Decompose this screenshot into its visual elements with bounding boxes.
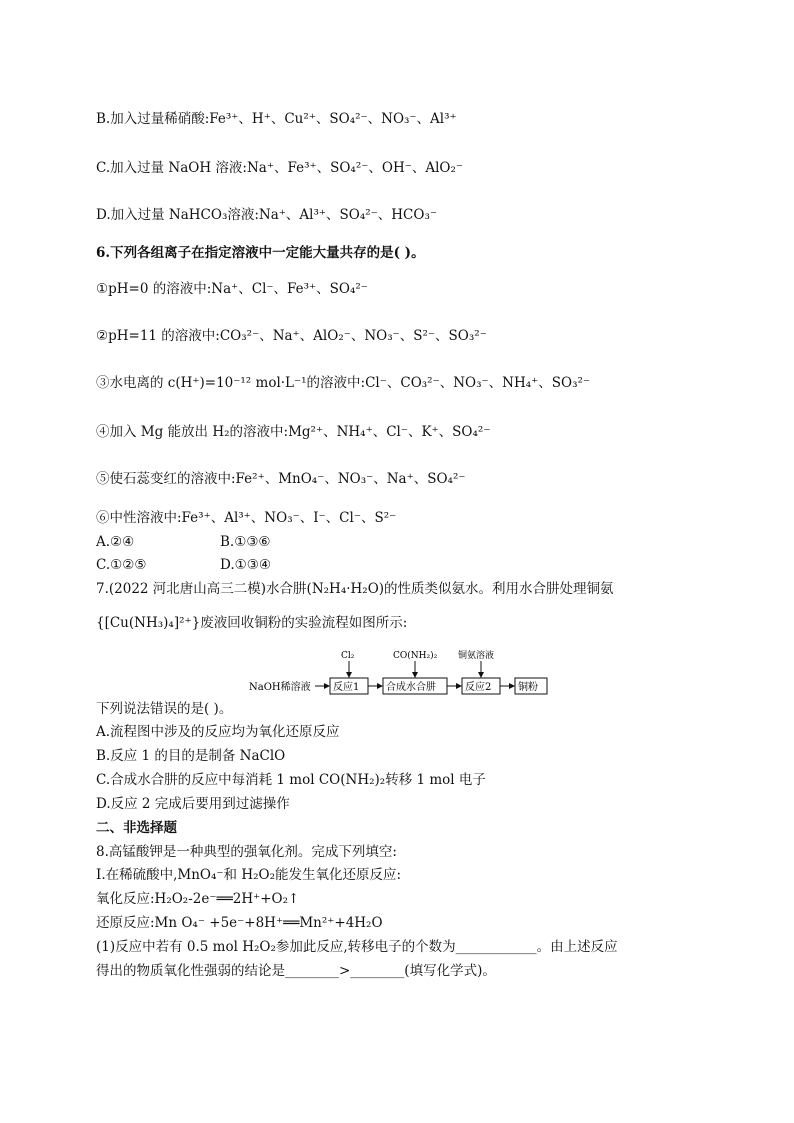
- q7-option-c: C.合成水合肼的反应中每消耗 1 mol CO(NH₂)₂转移 1 mol 电子: [96, 772, 486, 788]
- q5-option-d: D.加入过量 NaHCO₃溶液:Na⁺、Al³⁺、SO₄²⁻、HCO₃⁻: [96, 207, 437, 223]
- flow-box-4-label: 铜粉: [518, 682, 538, 693]
- q8-stem: 8.高锰酸钾是一种典型的强氧化剂。完成下列填空:: [96, 844, 397, 860]
- q7-ask: 下列说法错误的是( )。: [96, 701, 233, 717]
- q6-option-d: D.①③④: [220, 557, 271, 573]
- q5-option-c: C.加入过量 NaOH 溶液:Na⁺、Fe³⁺、SO₄²⁻、OH⁻、AlO₂⁻: [96, 160, 464, 176]
- flow-input-1: Cl₂: [341, 651, 355, 661]
- q6-option-c: C.①②⑤: [96, 557, 147, 573]
- q7-stem-2: {[Cu(NH₃)₄]²⁺}废液回收铜粉的实验流程如图所示:: [96, 615, 408, 631]
- q6-option-b: B.①③⑥: [220, 534, 271, 550]
- flow-box-3-label: 反应2: [465, 682, 492, 693]
- flow-box-2-label: 合成水合肼: [386, 682, 436, 693]
- section-heading: 二、非选择题: [96, 820, 177, 836]
- q6-item-6: ⑥中性溶液中:Fe³⁺、Al³⁺、NO₃⁻、I⁻、Cl⁻、S²⁻: [96, 510, 397, 526]
- q7-option-d: D.反应 2 完成后要用到过滤操作: [96, 796, 290, 812]
- q6-item-4: ④加入 Mg 能放出 H₂的溶液中:Mg²⁺、NH₄⁺、Cl⁻、K⁺、SO₄²⁻: [96, 424, 491, 440]
- flow-diagram: [245, 648, 555, 696]
- q6-option-a: A.②④: [96, 534, 135, 550]
- q7-option-b: B.反应 1 的目的是制备 NaClO: [96, 748, 286, 764]
- q6-item-1: ①pH=0 的溶液中:Na⁺、Cl⁻、Fe³⁺、SO₄²⁻: [96, 281, 368, 297]
- flow-input-2: CO(NH₂)₂: [393, 651, 438, 661]
- q7-stem-1: 7.(2022 河北唐山高三二模)水合肼(N₂H₄·H₂O)的性质类似氨水。利用水合肼处理铜氨: [96, 581, 614, 597]
- q8-oxidation: 氧化反应:H₂O₂-2e⁻══2H⁺+O₂↑: [96, 891, 300, 907]
- q6-item-2: ②pH=11 的溶液中:CO₃²⁻、Na⁺、AlO₂⁻、NO₃⁻、S²⁻、SO₃²⁻: [96, 328, 487, 344]
- flow-input-3: 铜氨溶液: [458, 651, 495, 661]
- q6-item-3: ③水电离的 c(H⁺)=10⁻¹² mol·L⁻¹的溶液中:Cl⁻、CO₃²⁻、NO₃⁻、NH₄⁺、SO₃²⁻: [96, 375, 591, 391]
- flow-box-1-label: 反应1: [333, 682, 360, 693]
- flow-start-label: NaOH稀溶液: [249, 682, 311, 693]
- q5-option-b: B.加入过量稀硝酸:Fe³⁺、H⁺、Cu²⁺、SO₄²⁻、NO₃⁻、Al³⁺: [96, 111, 457, 127]
- q6-stem: 6.下列各组离子在指定溶液中一定能大量共存的是( )。: [96, 245, 425, 261]
- q8-question-1b: 得出的物质氧化性强弱的结论是________>________(填写化学式)。: [96, 963, 496, 979]
- q7-option-a: A.流程图中涉及的反应均为氧化还原反应: [96, 724, 340, 740]
- q8-reduction: 还原反应:Mn O₄⁻ +5e⁻+8H⁺══Mn²⁺+4H₂O: [96, 915, 383, 931]
- q6-item-5: ⑤使石蕊变红的溶液中:Fe²⁺、MnO₄⁻、NO₃⁻、Na⁺、SO₄²⁻: [96, 471, 466, 487]
- q8-question-1a: (1)反应中若有 0.5 mol H₂O₂参加此反应,转移电子的个数为____________。由上述反应: [96, 939, 618, 955]
- q8-part1: Ⅰ.在稀硫酸中,MnO₄⁻和 H₂O₂能发生氧化还原反应:: [96, 867, 402, 883]
